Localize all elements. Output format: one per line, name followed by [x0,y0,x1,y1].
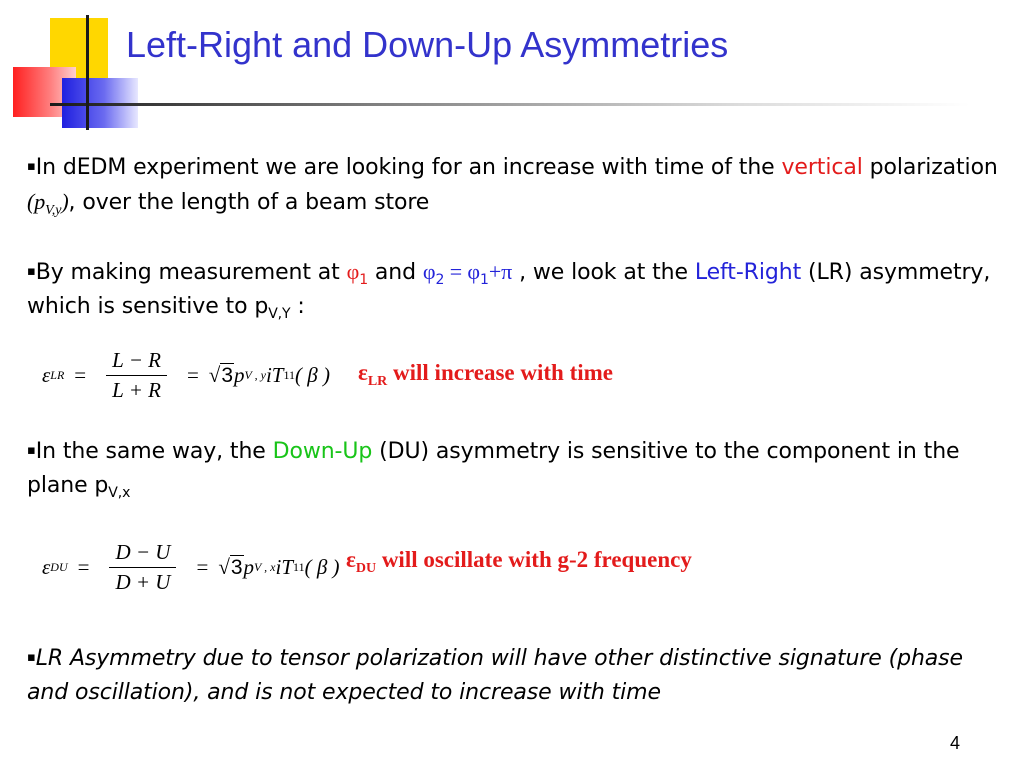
bullet-1-p-close: ) [61,189,69,214]
bullet-3-text-b: (DU) asymmetry is sensitive to the component in the plane p [27,439,960,498]
bullet-2-eq-sub: 1 [480,272,489,288]
eq2-three: 3 [230,555,243,579]
bullet-2-eq: = φ [444,259,481,284]
bullet-2-phi1-sub: 1 [359,272,368,288]
bullet-2-text-b: , we look at the [512,260,695,285]
eq2-p-sub: V , x [254,559,276,574]
eq1-equals-2: = [186,362,199,387]
eq2-numerator: D − U [109,540,176,568]
eq2-lhs-sub: DU [50,559,68,574]
bullet-marker: ▪ [27,264,36,279]
bullet-2-phi2-sub: 2 [435,272,445,288]
eq2-lhs: ε [42,554,51,579]
eq1-p-sub: V , y [244,367,266,382]
eq2-p: p [243,554,255,579]
bullet-marker: ▪ [27,443,36,458]
bullet-3-down-up: Down-Up [272,439,373,464]
eq1-p: p [234,362,245,387]
bullet-2-phi2: φ [422,259,436,284]
bullet-1-text-c: , over the length of a beam store [68,190,430,215]
bullet-3 [27,434,1002,503]
eq1-T-sub: 11 [283,367,296,382]
eq2-equals-2: = [196,554,209,579]
bullet-3-text-a: In the same way, the [35,439,273,464]
eq1-numerator: L − R [106,348,167,376]
bullet-marker: ▪ [27,159,36,174]
eq1-note-sub: LR [367,374,388,389]
bullet-1-text-a: In dEDM experiment we are looking for an increase with time of the [35,155,782,180]
bullet-3-p-sub: V,x [108,485,131,501]
eq2-note-text: will oscillate with g-2 frequency [376,547,692,572]
eq2-note [346,547,692,576]
eq1-denominator: L + R [112,377,161,402]
bullet-2-left-right: Left-Right [694,260,802,285]
eq2-iT: iT [275,554,294,579]
bullet-1 [27,150,1002,220]
eq1-note [358,360,613,389]
eq1-note-text: will increase with time [387,360,613,385]
bullet-2-and: and [368,260,423,285]
eq1-three: 3 [221,363,234,387]
eq2-note-eps: ε [346,547,356,572]
bullet-4 [27,641,1002,710]
page-number: 4 [950,733,961,753]
eq2-note-sub: DU [355,561,377,576]
bullet-2-plus-pi: +π [488,259,513,284]
bullet-2-text-c: (LR) asymmetry, which is sensitive to p [27,260,991,319]
decor-vertical-line [86,15,89,130]
eq1-sqrt: √ [208,362,221,387]
eq1-lhs: ε [42,362,51,387]
eq1-note-eps: ε [358,360,368,385]
eq2-sqrt: √ [218,554,230,579]
bullet-1-text-b: polarization [862,155,998,180]
bullet-2-p-sub: V,Y [268,306,291,322]
bullet-marker: ▪ [27,650,36,665]
bullet-1-p-sub: V,y [45,203,62,218]
eq2-beta: ( β ) [304,554,340,579]
eq2-T-sub: 11 [293,559,305,574]
slide-title: Left-Right and Down-Up Asymmetries [126,24,729,65]
bullet-2-text-d: : [290,294,305,319]
bullet-2 [27,255,1002,324]
bullet-1-p-open: (p [27,189,46,214]
bullet-2-phi1: φ [346,259,360,284]
eq1-fraction [106,348,167,403]
eq1-equals-1: = [74,362,87,387]
bullet-2-text-a: By making measurement at [35,260,347,285]
bullet-4-text: LR Asymmetry due to tensor polarization will have other distinctive signature (phase and oscillation), and is not expected to increase with time [27,646,963,705]
eq2-equals-1: = [77,554,90,579]
eq2-denominator: D + U [115,569,171,594]
eq2-fraction [109,540,176,595]
eq1-lhs-sub: LR [50,367,65,382]
title-underline [50,103,970,106]
eq1-beta: ( β ) [295,362,330,387]
bullet-1-vertical: vertical [781,155,863,180]
eq1-iT: iT [265,362,284,387]
